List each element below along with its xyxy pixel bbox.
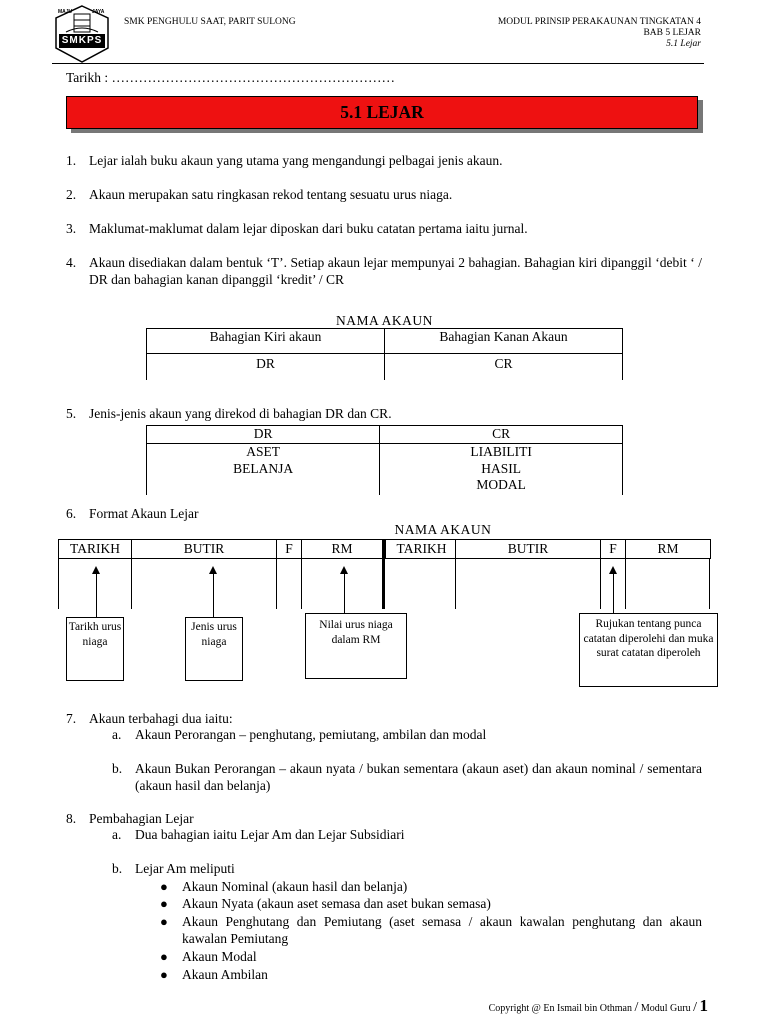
sub-text: Lejar Am meliputi xyxy=(135,861,235,876)
callout-tarikh: Tarikh urus niaga xyxy=(66,617,124,681)
footer-module: Modul Guru xyxy=(640,1003,691,1014)
t-account-dr: DR xyxy=(147,354,385,381)
point-number: 7. xyxy=(66,711,77,726)
cr-header: CR xyxy=(380,426,623,444)
bullet-icon: ● xyxy=(160,914,168,929)
lejar-am-item: Akaun Nominal (akaun hasil dan belanja) xyxy=(182,879,408,894)
col-tarikh-cr: TARIKH xyxy=(383,539,457,559)
point-number: 2. xyxy=(66,187,77,202)
col-line xyxy=(276,559,277,609)
bullet-icon: ● xyxy=(160,967,168,982)
header-rule xyxy=(52,63,704,64)
drcr-table xyxy=(146,425,623,495)
point-number: 8. xyxy=(66,811,77,826)
arrow-line xyxy=(213,573,214,617)
bullet-icon: ● xyxy=(160,896,168,911)
t-account-table xyxy=(146,328,623,380)
dr-items xyxy=(147,444,380,496)
ledger-format-title: NAMA AKAUN xyxy=(394,522,492,537)
point-text: Pembahagian Lejar xyxy=(89,811,194,826)
col-rm-dr: RM xyxy=(301,539,382,559)
footer-sep: / xyxy=(634,1000,639,1015)
sub-text: Dua bahagian iaitu Lejar Am dan Lejar Subsidiari xyxy=(135,827,405,842)
point-number: 5. xyxy=(66,406,77,421)
col-f-dr: F xyxy=(276,539,301,559)
bullet-icon: ● xyxy=(160,879,168,894)
t-account-left-header: Bahagian Kiri akaun xyxy=(147,329,385,354)
section-name: 5.1 Lejar xyxy=(666,39,701,49)
col-line xyxy=(455,559,456,609)
point-text: Akaun terbahagi dua iaitu: xyxy=(89,711,233,726)
col-line xyxy=(58,559,59,609)
col-f-cr: F xyxy=(600,539,625,559)
page-number: 1 xyxy=(699,996,708,1015)
lejar-am-item: Akaun Modal xyxy=(182,949,257,964)
point-text: Lejar ialah buku akaun yang utama yang mengandungi pelbagai jenis akaun. xyxy=(89,153,503,168)
col-butir-cr: BUTIR xyxy=(455,539,600,559)
bullet-icon: ● xyxy=(160,949,168,964)
col-line xyxy=(709,559,710,609)
footer-copyright: Copyright @ En Ismail bin Othman xyxy=(488,1003,632,1014)
dr-header: DR xyxy=(147,426,380,444)
t-account-right-header: Bahagian Kanan Akaun xyxy=(385,329,623,354)
sub-text: Akaun Bukan Perorangan – akaun nyata / bukan sementara (akaun aset) dan akaun nominal / sementara (akaun hasil dan belanja) xyxy=(135,761,702,793)
point-number: 6. xyxy=(66,506,77,521)
col-butir-dr: BUTIR xyxy=(131,539,276,559)
cr-item: LIABILITI xyxy=(470,444,532,459)
col-line xyxy=(625,559,626,609)
point-text: Maklumat-maklumat dalam lejar diposkan dari buku catatan pertama iaitu jurnal. xyxy=(89,221,528,236)
point-number: 1. xyxy=(66,153,77,168)
arrow-line xyxy=(96,573,97,617)
point-text: Akaun disediakan dalam bentuk ‘T’. Setiap akaun lejar mempunyai 2 bahagian. Bahagian kiri dipanggil ‘debit ‘ / DR dan bahagian kanan dipanggil ‘kredit’ / CR xyxy=(89,255,702,287)
dr-item: BELANJA xyxy=(233,460,294,476)
footer-sep: / xyxy=(693,1000,697,1015)
cr-item: HASIL xyxy=(481,460,521,476)
col-line xyxy=(301,559,302,609)
arrow-line xyxy=(613,573,614,613)
point-text: Format Akaun Lejar xyxy=(89,506,199,521)
module-name: MODUL PRINSIP PERAKAUNAN TINGKATAN 4 xyxy=(497,17,701,27)
callout-butir: Jenis urus niaga xyxy=(185,617,243,681)
logo-text: SMKPS xyxy=(61,35,103,46)
point-text: Jenis-jenis akaun yang direkod di bahagian DR dan CR. xyxy=(89,406,392,421)
lejar-am-item: Akaun Nyata (akaun aset semasa dan aset bukan semasa) xyxy=(182,896,491,911)
cr-item: MODAL xyxy=(476,477,526,492)
chapter-name: BAB 5 LEJAR xyxy=(643,28,701,38)
lejar-am-item: Akaun Penghutang dan Pemiutang (aset semasa / akaun kawalan penghutang dan akaun kawalan Pemiutang xyxy=(182,914,702,946)
sub-label: a. xyxy=(112,827,122,842)
school-name: SMK PENGHULU SAAT, PARIT SULONG xyxy=(124,17,296,27)
footer xyxy=(489,996,708,1016)
lejar-am-item: Akaun Ambilan xyxy=(182,967,268,982)
sub-text: Akaun Perorangan – penghutang, pemiutang, ambilan dan modal xyxy=(135,727,487,742)
point-number: 3. xyxy=(66,221,77,236)
callout-rm: Nilai urus niaga dalam RM xyxy=(305,613,407,679)
col-line xyxy=(600,559,601,609)
col-line xyxy=(131,559,132,609)
page-title: 5.1 LEJAR xyxy=(66,96,698,129)
col-divider xyxy=(382,539,385,609)
point-text: Akaun merupakan satu ringkasan rekod tentang sesuatu urus niaga. xyxy=(89,187,453,202)
sub-label: b. xyxy=(112,861,123,876)
sub-label: b. xyxy=(112,761,123,776)
module-title xyxy=(498,17,701,50)
dr-item: ASET xyxy=(246,444,280,459)
logo-motto-left: MAJU xyxy=(58,9,73,15)
cr-items xyxy=(380,444,623,496)
date-field: Tarikh : ……………………………………………………… xyxy=(66,70,396,85)
callout-folio: Rujukan tentang punca catatan diperolehi dan muka surat catatan diperoleh xyxy=(579,613,718,687)
col-tarikh-dr: TARIKH xyxy=(58,539,131,559)
school-logo xyxy=(52,4,112,64)
logo-motto-right: JAYA xyxy=(92,9,105,15)
sub-label: a. xyxy=(112,727,122,742)
t-account-cr: CR xyxy=(385,354,623,381)
col-rm-cr: RM xyxy=(625,539,711,559)
arrow-line xyxy=(344,573,345,613)
t-account-title: NAMA AKAUN xyxy=(336,313,433,328)
point-number: 4. xyxy=(66,255,77,270)
